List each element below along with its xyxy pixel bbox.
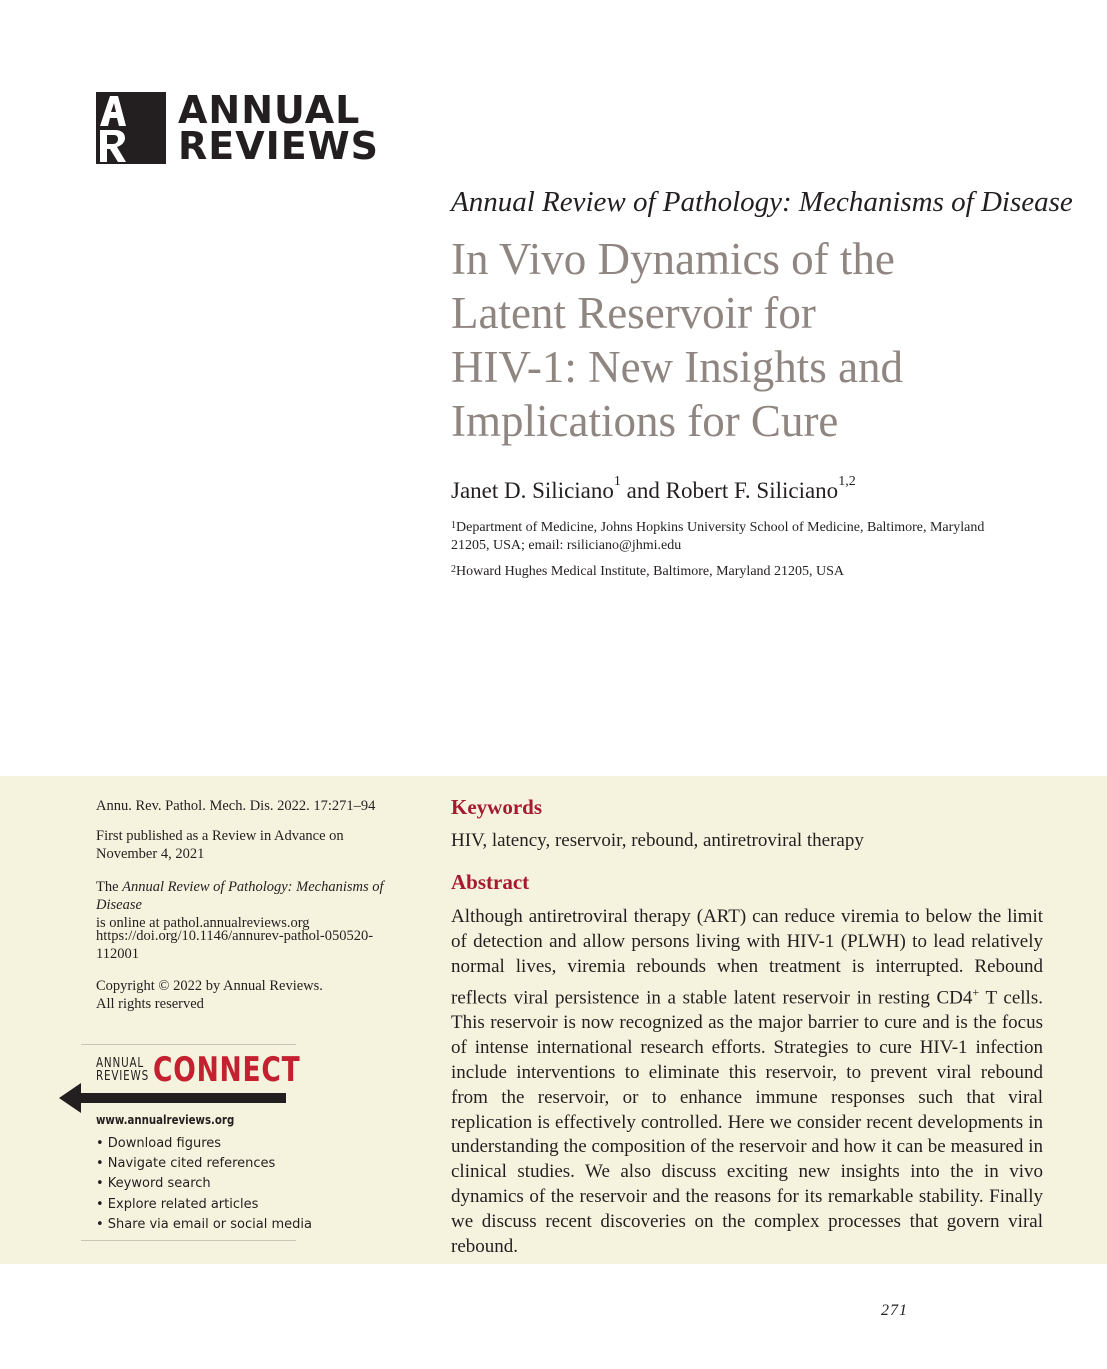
page-number: 271 xyxy=(881,1302,908,1319)
online-info xyxy=(96,878,426,932)
abstract-superscript: + xyxy=(972,984,980,999)
abstract-part: Although antiretroviral therapy (ART) can reduce viremia to below the limit of detection and allow persons living with HIV-1 (PLWH) to lead relatively normal lives, viremia rebounds when treatment is interrupted. Rebound reflects viral persistence in a stable latent reservoir in resting CD4 xyxy=(451,906,1043,1009)
ar-logo-mark-icon xyxy=(96,92,166,164)
author-list xyxy=(451,474,856,504)
article-title xyxy=(451,232,1091,448)
left-arrow-icon xyxy=(59,1081,289,1115)
doi-line[interactable]: https://doi.org/10.1146/annurev-pathol-050520- xyxy=(96,928,374,944)
connect-ar-line: REVIEWS xyxy=(96,1069,150,1084)
title-line: In Vivo Dynamics of the xyxy=(451,234,895,284)
affiliation-text: Howard Hughes Medical Institute, Baltimore, Maryland 21205, USA xyxy=(456,564,845,579)
affiliation-number: 2 xyxy=(451,564,456,575)
affiliation xyxy=(451,519,1011,555)
online-prefix: The xyxy=(96,879,123,895)
list-item: • Share via email or social media xyxy=(96,1216,312,1232)
copyright-line: Copyright © 2022 by Annual Reviews. xyxy=(96,978,323,994)
affiliation xyxy=(451,563,1011,581)
connect-feature-list xyxy=(96,1134,312,1235)
list-item: • Explore related articles xyxy=(96,1196,259,1212)
copyright-info xyxy=(96,977,426,1013)
logo-line-2: REVIEWS xyxy=(178,124,380,168)
list-item: • Download figures xyxy=(96,1136,222,1151)
doi-line[interactable]: 112001 xyxy=(96,946,139,962)
journal-name: Annual Review of Pathology: Mechanisms of Disease xyxy=(451,186,1073,218)
online-url-line: is online at pathol.annualreviews.org xyxy=(96,915,310,931)
annual-reviews-connect-box[interactable] xyxy=(81,1044,312,1241)
title-line: Latent Reservoir for xyxy=(451,288,816,338)
copyright-line: All rights reserved xyxy=(96,996,204,1012)
author-affiliation-marker: 1 xyxy=(613,474,621,489)
doi-link[interactable] xyxy=(96,927,426,963)
author-connector: and xyxy=(620,478,666,503)
citation-info: Annu. Rev. Pathol. Mech. Dis. 2022. 17:271–94 xyxy=(96,798,376,814)
author-affiliation-marker: 1,2 xyxy=(838,474,856,489)
author-name: Robert F. Siliciano xyxy=(665,478,839,503)
list-item: • Keyword search xyxy=(96,1176,211,1192)
published-date: November 4, 2021 xyxy=(96,846,205,862)
logo-wordmark xyxy=(178,88,380,168)
abstract-text xyxy=(451,905,1043,1260)
list-item: • Navigate cited references xyxy=(96,1156,276,1172)
affiliation-number: 1 xyxy=(451,520,456,531)
online-line xyxy=(96,878,426,914)
author-name: Janet D. Siliciano xyxy=(451,478,614,503)
published-info xyxy=(96,827,426,863)
affiliation-text: Department of Medicine, Johns Hopkins University School of Medicine, Baltimore, Maryland 21205, USA; email: rsiliciano@jhmi.edu xyxy=(451,520,985,553)
abstract-heading: Abstract xyxy=(451,870,530,894)
title-line: Implications for Cure xyxy=(451,396,839,446)
keywords-heading: Keywords xyxy=(451,795,542,819)
connect-wordmark: CONNECT xyxy=(153,1050,301,1090)
abstract-part: T cells. This reservoir is now recognized as the major barrier to cure and is the focus of intense international research efforts. Strategies to cure HIV-1 infection include interventions to eliminate this reservoir, to prevent viral rebound from the reservoir, or to enhance immune responses such that viral replication is effectively controlled. Here we consider recent developments in understanding the composition of the reservoir and how it can be measured in clinical studies. We also discuss exciting new insights into the in vivo dynamics of the reservoir and the reasons for its remarkable stability. Finally we discuss recent discoveries on the complex processes that govern viral rebound. xyxy=(451,987,1043,1258)
annual-reviews-logo xyxy=(96,88,380,168)
published-line: First published as a Review in Advance on xyxy=(96,828,344,844)
connect-ar-line: ANNUAL xyxy=(96,1056,144,1071)
connect-url[interactable]: www.annualreviews.org xyxy=(96,1113,235,1127)
online-journal: Annual Review of Pathology: Mechanisms of Disease xyxy=(96,879,384,913)
connect-ar-label xyxy=(96,1057,149,1083)
title-line: HIV-1: New Insights and xyxy=(451,342,904,392)
logo-line-1: ANNUAL xyxy=(178,88,361,132)
keywords-list: HIV, latency, reservoir, rebound, antiretroviral therapy xyxy=(451,830,864,851)
